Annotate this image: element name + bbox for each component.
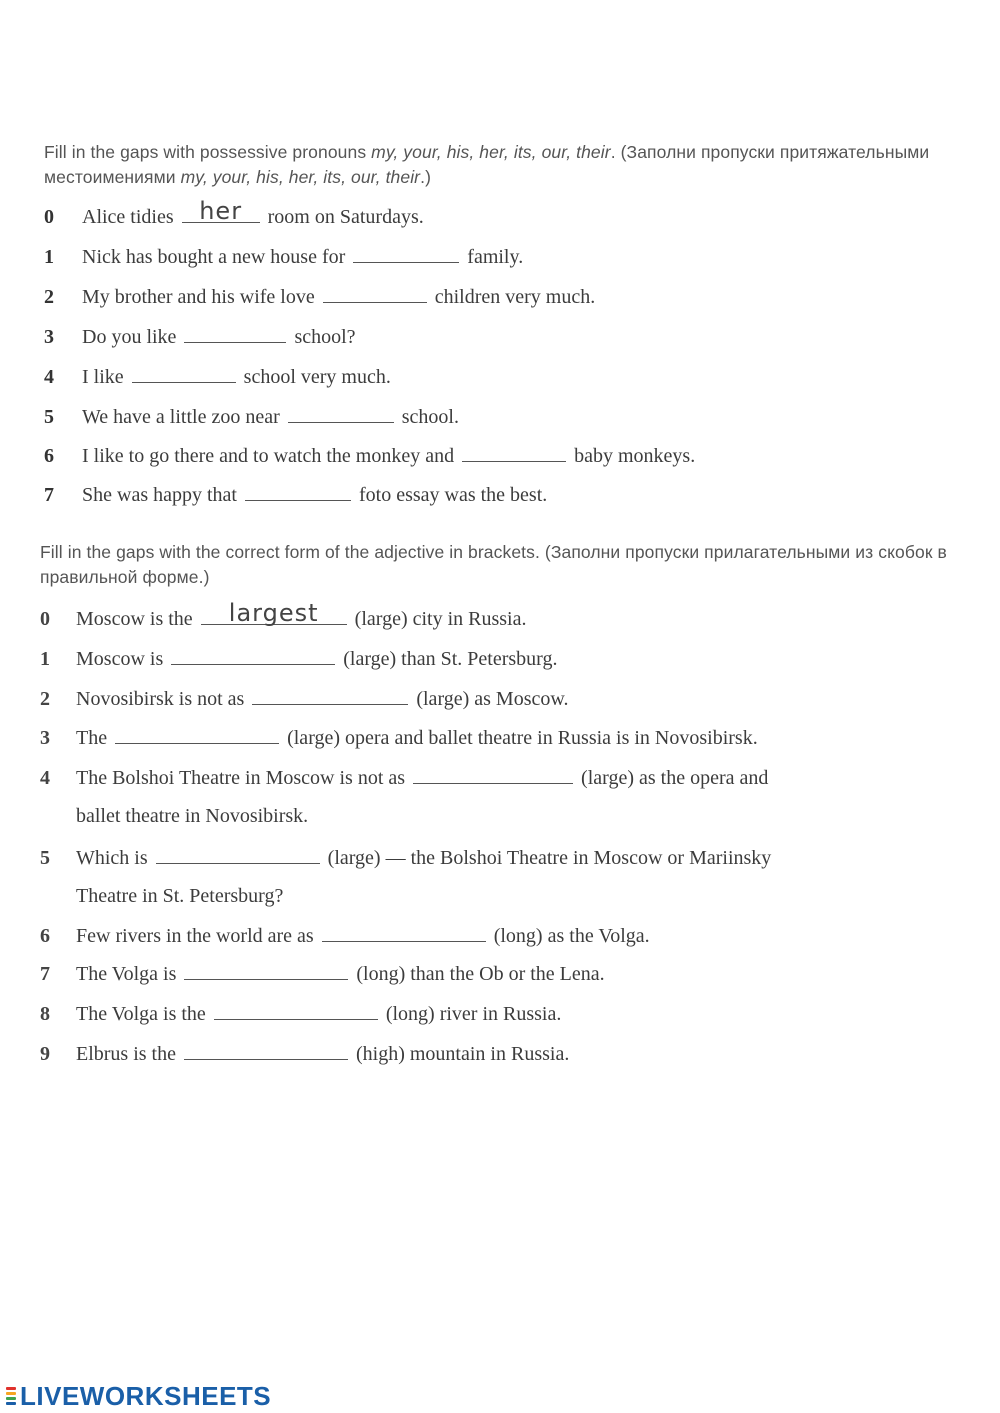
ex2-item: 4 The Bolshoi Theatre in Moscow is not as (large) as the opera and [40,767,769,789]
ex1-item: 3 Do you like school? [44,326,356,348]
gap-field[interactable] [413,765,573,784]
pronoun-list: my, your, his, her, its, our, their [371,142,611,162]
ex2-item: 0 Moscow is the largest (large) city in Russia. [40,599,527,630]
gap-field[interactable] [156,845,320,864]
gap-field[interactable] [184,1041,348,1060]
gap-field[interactable] [245,482,351,501]
exercise2-instruction: Fill in the gaps with the correct form of the adjective in brackets. (Заполни пропуски прилагательными из скобок в правильной форме.) [40,542,947,587]
gap-field[interactable] [353,244,459,263]
ex1-item: 0 Alice tidies her room on Saturdays. [44,197,424,228]
ex2-item: 7 The Volga is (long) than the Ob or the Lena. [40,963,605,985]
gap-field[interactable] [182,197,260,225]
ex2-item-continuation: Theatre in St. Petersburg? [76,885,284,907]
handwritten-answer: her [199,197,243,225]
gap-field[interactable] [288,404,394,423]
ex2-item: 6 Few rivers in the world are as (long) as the Volga. [40,925,650,947]
gap-field[interactable] [184,961,348,980]
ex2-item: 8 The Volga is the (long) river in Russia. [40,1003,562,1025]
ex2-item: 3 The (large) opera and ballet theatre in Russia is in Novosibirsk. [40,727,758,749]
handwritten-answer: largest [228,599,319,627]
gap-field[interactable] [322,923,486,942]
liveworksheets-logo[interactable] [6,1381,271,1411]
ex1-item: 6 I like to go there and to watch the monkey and baby monkeys. [44,445,696,467]
ex1-item: 4 I like school very much. [44,366,391,388]
pronoun-list-repeat: my, your, his, her, its, our, their [180,167,421,187]
ex1-item: 7 She was happy that foto essay was the best. [44,484,548,506]
logo-text: LIVEWORKSHEETS [20,1380,272,1411]
gap-field[interactable] [115,725,279,744]
gap-field[interactable] [252,686,408,705]
gap-field[interactable] [184,324,286,343]
ex1-item: 5 We have a little zoo near school. [44,406,459,428]
logo-bars-icon [6,1386,16,1406]
gap-field[interactable] [201,599,347,627]
ex2-item: 9 Elbrus is the (high) mountain in Russia. [40,1043,570,1065]
gap-field[interactable] [171,646,335,665]
gap-field[interactable] [462,443,566,462]
ex2-item-continuation: ballet theatre in Novosibirsk. [76,805,309,827]
ex2-item: 1 Moscow is (large) than St. Petersburg. [40,648,558,670]
gap-field[interactable] [132,364,236,383]
ex2-item: 2 Novosibirsk is not as (large) as Moscow. [40,688,569,710]
exercise1-instruction: Fill in the gaps with possessive pronouns my, your, his, her, its, our, their. (Заполни пропуски притяжательными местоимениями my, your, his, her, its, our, their.) [44,142,930,187]
gap-field[interactable] [214,1001,378,1020]
ex1-item: 2 My brother and his wife love children very much. [44,286,596,308]
gap-field[interactable] [323,284,427,303]
ex2-item: 5 Which is (large) — the Bolshoi Theatre in Moscow or Mariinsky [40,847,772,869]
ex1-item: 1 Nick has bought a new house for family. [44,246,524,268]
